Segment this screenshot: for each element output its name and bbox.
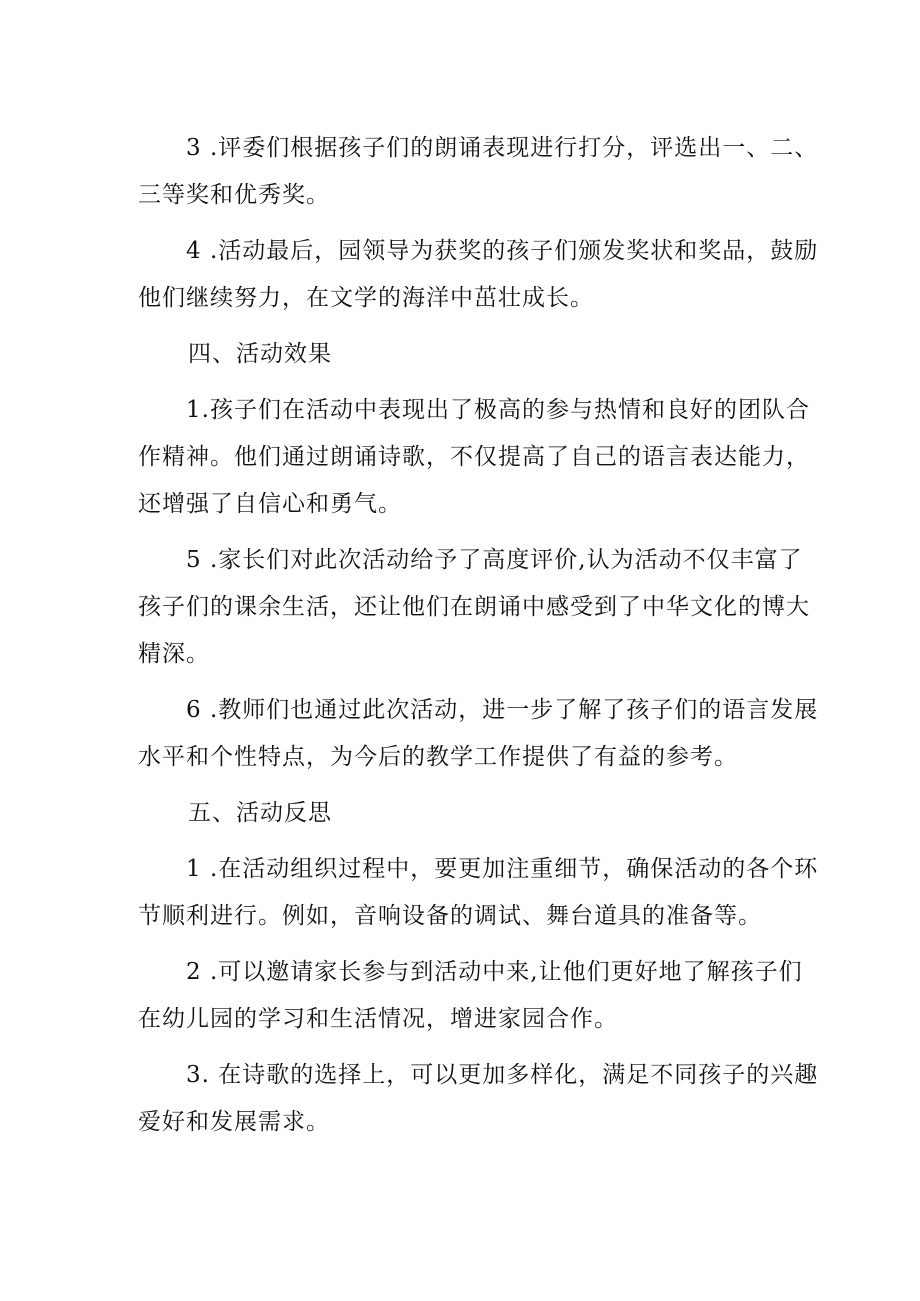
paragraph-line: 水平和个性特点，为今后的教学工作提供了有益的参考。 — [138, 744, 738, 770]
paragraph-effect-6-teachers — [138, 687, 819, 781]
paragraph-item-3-judging — [138, 125, 819, 219]
paragraph-line: 5 .家长们对此次活动给予了高度评价,认为活动不仅丰富了 — [186, 547, 803, 573]
paragraph-line: 3. 在诗歌的选择上，可以更加多样化，满足不同孩子的兴趣 — [186, 1062, 819, 1088]
paragraph-reflection-1-details — [138, 846, 819, 940]
paragraph-line: 在幼儿园的学习和生活情况，增进家园合作。 — [138, 1006, 618, 1032]
paragraph-line: 孩子们的课余生活，还让他们在朗诵中感受到了中华文化的博大 — [138, 594, 810, 620]
paragraph-line: 爱好和发展需求。 — [138, 1109, 330, 1135]
paragraph-item-4-awards — [138, 228, 819, 322]
paragraph-line: 6 .教师们也通过此次活动，进一步了解了孩子们的语言发展 — [186, 697, 819, 723]
heading-text: 五、活动反思 — [188, 800, 332, 826]
paragraph-reflection-2-parents — [138, 949, 803, 1043]
paragraph-line: 1 .在活动组织过程中，要更加注重细节，确保活动的各个环 — [186, 856, 819, 882]
paragraph-line: 3 .评委们根据孩子们的朗诵表现进行打分，评选出一、二、 — [186, 135, 819, 161]
paragraph-line: 1.孩子们在活动中表现出了极高的参与热情和良好的团队合 — [186, 397, 810, 423]
paragraph-line: 节顺利进行。例如，音响设备的调试、舞台道具的准备等。 — [138, 903, 762, 929]
paragraph-line: 还增强了自信心和勇气。 — [138, 491, 402, 517]
document-body — [138, 125, 819, 1146]
paragraph-line: 2 .可以邀请家长参与到活动中来,让他们更好地了解孩子们 — [186, 959, 803, 985]
paragraph-line: 精深。 — [138, 641, 210, 667]
paragraph-line: 作精神。他们通过朗诵诗歌，不仅提高了自己的语言表达能力， — [138, 444, 810, 470]
paragraph-effect-5-parents — [138, 537, 810, 678]
heading-text: 四、活动效果 — [188, 341, 332, 367]
paragraph-line: 他们继续努力，在文学的海洋中茁壮成长。 — [138, 285, 594, 311]
paragraph-reflection-3-poems — [138, 1052, 819, 1146]
paragraph-effect-1-children — [138, 387, 810, 528]
section-heading-effects — [138, 331, 798, 378]
paragraph-line: 三等奖和优秀奖。 — [138, 182, 330, 208]
paragraph-line: 4 .活动最后，园领导为获奖的孩子们颁发奖状和奖品，鼓励 — [186, 238, 819, 264]
section-heading-reflection — [138, 790, 798, 837]
